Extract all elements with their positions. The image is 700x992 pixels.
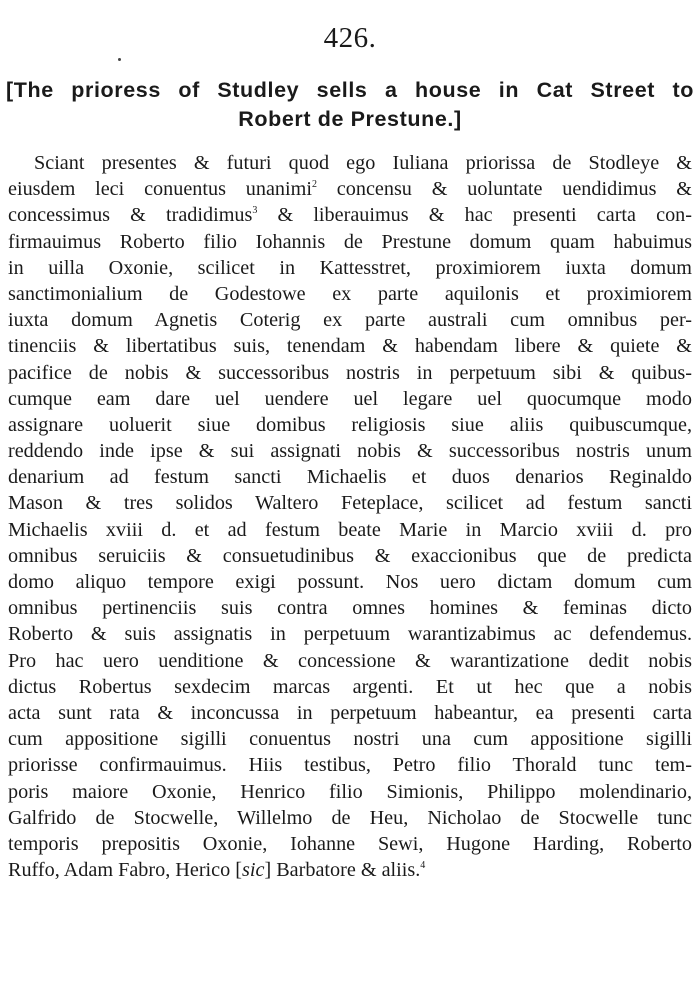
stray-mark: [118, 58, 121, 61]
text-line: temporis prepositis Oxonie, Iohanne Sewi, Hugone Harding, Roberto: [8, 832, 692, 855]
text-line: omnibus seruiciis & consuetudinibus & exaccionibus que de predicta: [8, 544, 692, 567]
text-line: sanctimonialium de Godestowe ex parte aquilonis et proximiorem: [8, 282, 692, 305]
text-line: omnibus pertinenciis suis contra omnes homines & feminas dicto: [8, 597, 692, 620]
footnote-marker: 2: [311, 179, 317, 191]
text-line: Pro hac uero uenditione & concessione & warantizatione dedit nobis: [8, 649, 692, 672]
document-heading: [6, 76, 694, 134]
text-segment: concensu & uoluntate uendidimus &: [316, 178, 692, 201]
text-segment: Ruffo, Adam Fabro, Herico: [8, 859, 231, 882]
footnote-marker: 3: [252, 205, 258, 217]
text-line: iuxta domum Agnetis Coterig ex parte australi cum omnibus per-: [8, 309, 692, 332]
text-line: Roberto & suis assignatis in perpetuum warantizabimus ac defendemus.: [8, 623, 692, 646]
text-line: Michaelis xviii d. et ad festum beate Marie in Marcio xviii d. pro: [8, 518, 692, 541]
text-line: cumque eam dare uel uendere uel legare uel quocumque modo: [8, 387, 692, 410]
text-line: acta sunt rata & inconcussa in perpetuum habeantur, ea presenti carta: [8, 701, 692, 724]
text-line: cum appositione sigilli conuentus nostri una cum appositione sigilli: [8, 728, 692, 751]
text-line: dictus Robertus sexdecim marcas argenti. Et ut hec que a nobis: [8, 675, 692, 698]
text-line: tinenciis & libertatibus suis, tenendam & habendam libere & quiete &: [8, 335, 692, 358]
text-line: [8, 176, 692, 202]
text-line: poris maiore Oxonie, Henrico filio Simionis, Philippo molendinario,: [8, 780, 692, 803]
text-line: Sciant presentes & futuri quod ego Iuliana priorissa de Stodleye &: [34, 152, 692, 174]
text-line: assignare uoluerit siue domibus religiosis siue aliis quibuscumque,: [8, 413, 692, 436]
text-line: domo aliquo tempore exigi possunt. Nos uero dictam domum cum: [8, 571, 692, 593]
text-segment: ] Barbatore & aliis.: [264, 859, 421, 882]
text-line: [8, 857, 692, 883]
text-line: Galfrido de Stocwelle, Willelmo de Heu, Nicholao de Stocwelle tunc: [8, 806, 692, 829]
heading-line-2: Robert de Prestune.]: [238, 107, 462, 131]
text-segment: eiusdem leci conuentus unanimi: [8, 178, 312, 201]
text-line: pacifice de nobis & successoribus nostris in perpetuum sibi & quibus-: [8, 361, 692, 384]
text-line: Mason & tres solidos Waltero Feteplace, scilicet ad festum sancti: [8, 492, 692, 515]
footnote-marker: 4: [420, 860, 426, 872]
heading-line-1: [The prioress of Studley sells a house in Cat Street to: [6, 78, 694, 102]
text-line: [8, 202, 692, 228]
text-line: in uilla Oxonie, scilicet in Kattesstret, proximiorem iuxta domum: [8, 256, 692, 279]
text-line: reddendo inde ipse & sui assignati nobis & successoribus nostris unum: [8, 440, 692, 463]
text-segment: concessimus & tradidimus: [8, 204, 253, 227]
text-segment: [: [230, 859, 242, 882]
page-number: 426.: [323, 22, 377, 54]
sic-marker: sic: [242, 859, 265, 882]
charter-text: [8, 150, 692, 883]
text-line: denarium ad festum sancti Michaelis et duos denarios Reginaldo: [8, 466, 692, 489]
text-line: priorisse confirmauimus. Hiis testibus, Petro filio Thorald tunc tem-: [8, 754, 692, 777]
text-segment: & liberauimus & hac presenti carta con-: [257, 204, 692, 227]
text-line: firmauimus Roberto filio Iohannis de Prestune domum quam habuimus: [8, 230, 692, 253]
